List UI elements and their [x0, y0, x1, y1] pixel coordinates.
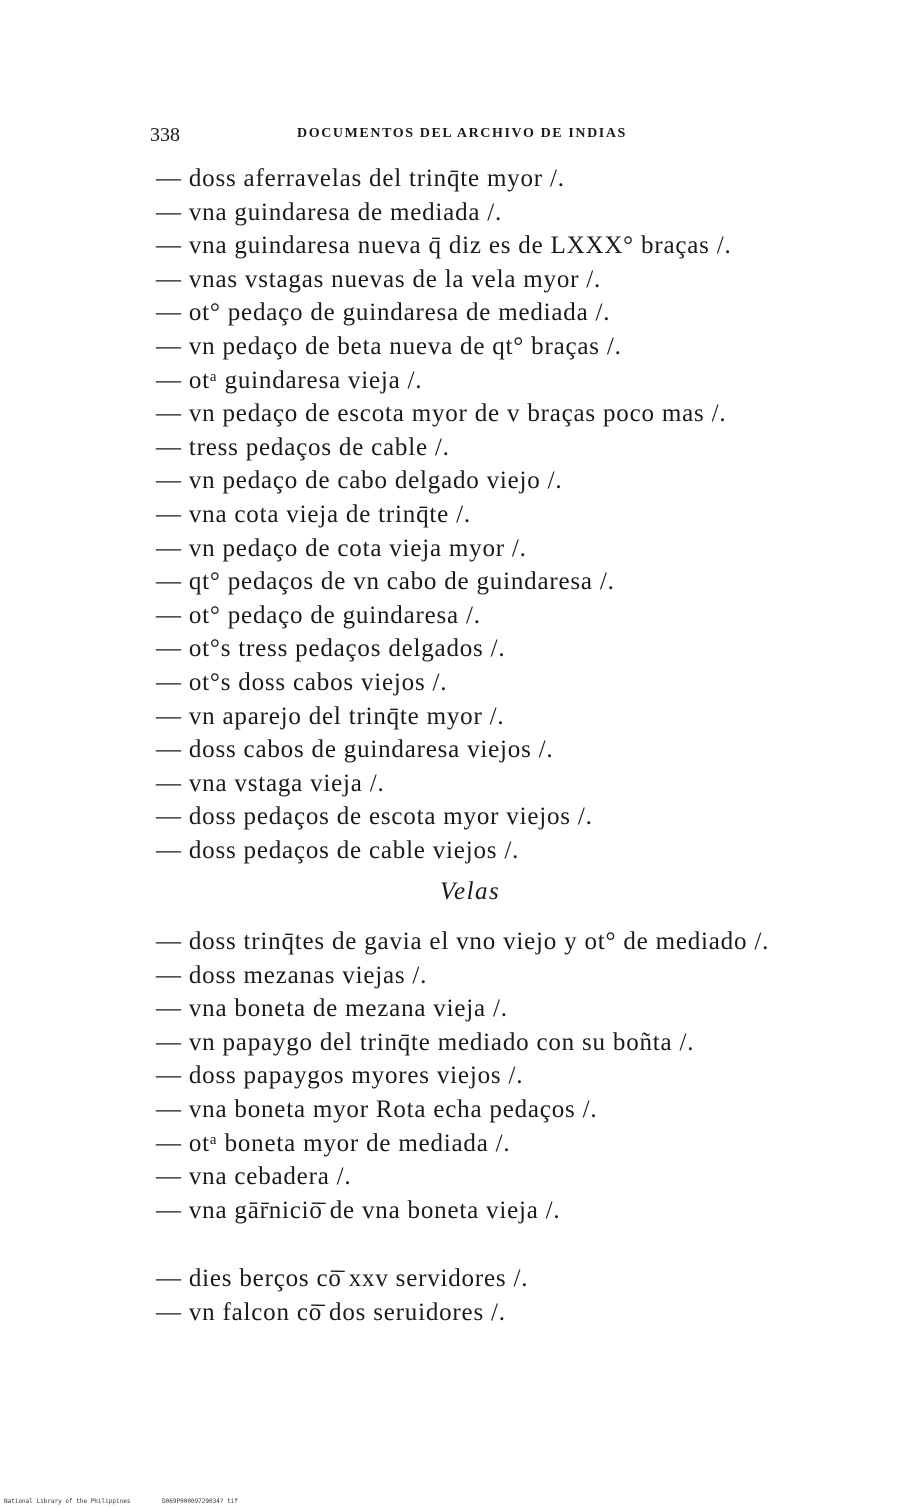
list-item: — vn aparejo del trinq̄te myor /.: [156, 702, 505, 730]
list-item: — doss aferravelas del trinq̄te myor /.: [156, 165, 565, 192]
list-item: — doss trinq̄tes de gavia el vno viejo y ot° de mediado /.: [156, 928, 770, 955]
section-heading-velas: Velas: [440, 878, 501, 905]
list-item: — otᵃ guindaresa vieja /.: [156, 366, 423, 394]
list-item: — doss cabos de guindaresa viejos /.: [156, 736, 554, 764]
list-item: — vn pedaço de beta nueva de qt° braças /.: [156, 332, 622, 360]
footer-file-id: D069P00009729034? tif: [162, 1498, 238, 1505]
list-item: — vn pedaço de escota myor de v braças poco mas /.: [156, 400, 727, 428]
footer-library: National Library of the Philippines: [4, 1498, 131, 1505]
list-item: — vna vstaga vieja /.: [156, 769, 385, 797]
list-item: — vna boneta de mezana vieja /.: [156, 995, 508, 1023]
list-item: — vna guindaresa nueva q̄ diz es de LXXX° braças /.: [156, 232, 732, 260]
list-item: — ot°s tress pedaços delgados /.: [156, 635, 506, 663]
page-number: 338: [150, 124, 180, 146]
list-item: — ot° pedaço de guindaresa de mediada /.: [156, 299, 611, 327]
list-item: — vnas vstagas nuevas de la vela myor /.: [156, 265, 602, 293]
list-item: — vn falcon cō̄ dos seruidores /.: [156, 1298, 506, 1326]
list-item: — vn pedaço de cota vieja myor /.: [156, 534, 527, 562]
inventory-list-rigging: [156, 162, 856, 867]
inventory-list-velas: [156, 925, 856, 1227]
list-item: — vna gār̄niciō̄ de vna boneta vieja /.: [156, 1196, 561, 1224]
inventory-list-artillery: [156, 1262, 856, 1329]
list-item: — vna cebadera /.: [156, 1163, 352, 1191]
list-item: — vn pedaço de cabo delgado viejo /.: [156, 467, 563, 495]
list-item: — doss papaygos myores viejos /.: [156, 1062, 524, 1090]
list-item: — doss mezanas viejas /.: [156, 961, 428, 989]
list-item: — doss pedaços de escota myor viejos /.: [156, 803, 593, 831]
list-item: — ot° pedaço de guindaresa /.: [156, 601, 481, 629]
list-item: — otᵃ boneta myor de mediada /.: [156, 1129, 511, 1157]
list-item: — vna guindaresa de mediada /.: [156, 198, 503, 226]
list-item: — qt° pedaços de vn cabo de guindaresa /.: [156, 568, 615, 596]
list-item: — doss pedaços de cable viejos /.: [156, 836, 520, 864]
list-item: — vn papaygo del trinq̄te mediado con su boñta /.: [156, 1028, 695, 1056]
list-item: — ot°s doss cabos viejos /.: [156, 668, 448, 696]
list-item: — vna cota vieja de trinq̄te /.: [156, 500, 471, 528]
list-item: — vna boneta myor Rota echa pedaços /.: [156, 1095, 598, 1123]
page-header: [150, 124, 690, 150]
scan-footer: [4, 1498, 238, 1505]
list-item: — tress pedaços de cable /.: [156, 433, 450, 461]
list-item: — dies berços cō̄ xxv servidores /.: [156, 1265, 529, 1292]
running-head: DOCUMENTOS DEL ARCHIVO DE INDIAS: [297, 126, 627, 141]
